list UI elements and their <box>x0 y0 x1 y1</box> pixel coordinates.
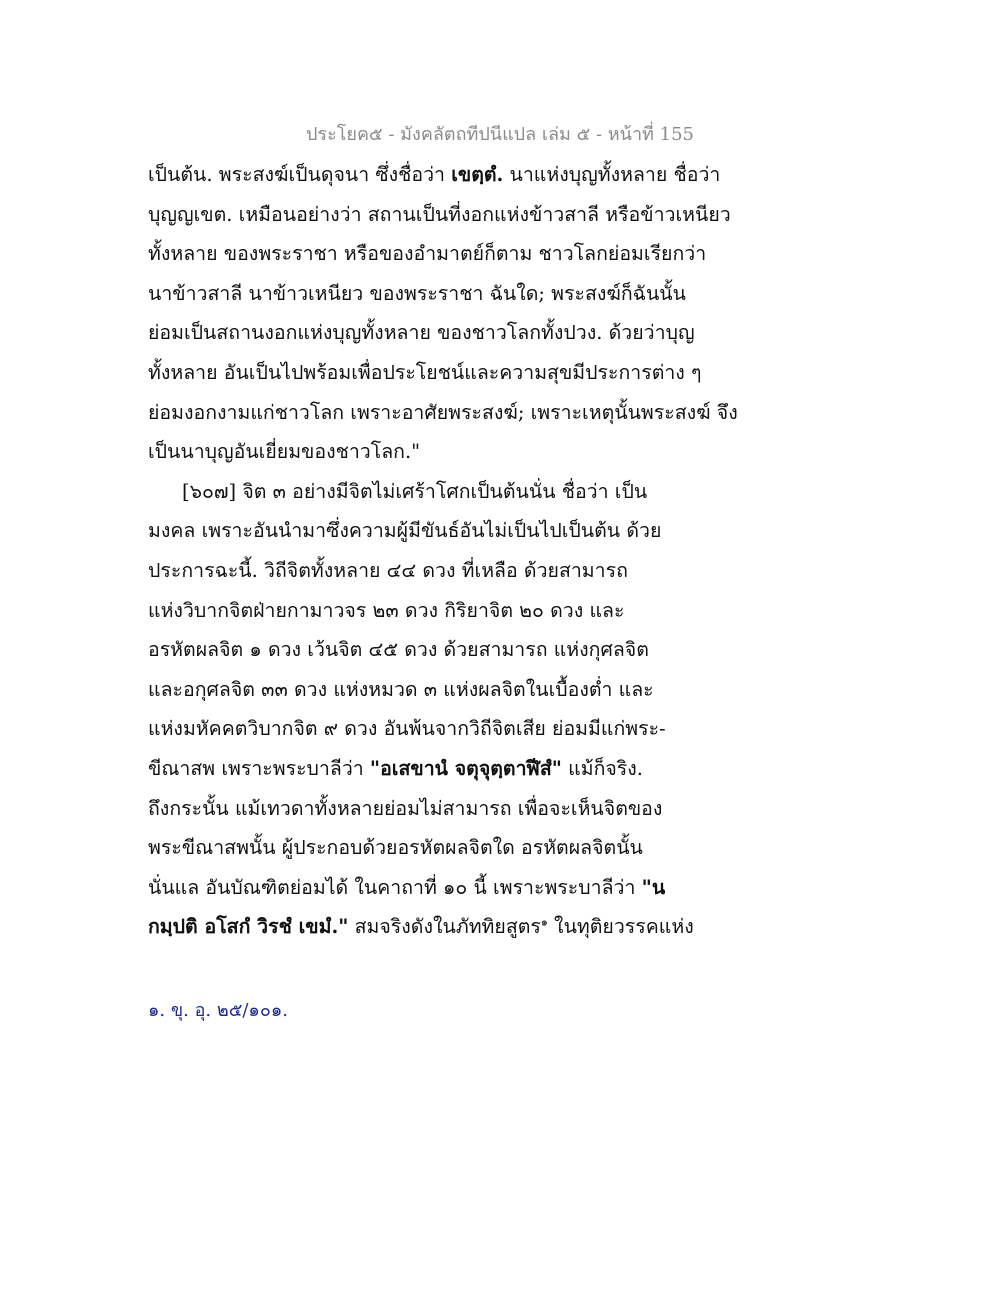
body-line <box>148 274 748 314</box>
body-line <box>148 907 748 947</box>
body-line <box>148 630 748 670</box>
body-line <box>148 353 748 393</box>
text-run: ทั้งหลาย อันเป็นไปพร้อมเพื่อประโยชน์และความสุขมีประการต่าง ๆ <box>148 360 702 384</box>
footnote-marker: ๑ <box>540 915 548 929</box>
body-line <box>148 234 748 274</box>
paragraph-start-line <box>148 472 748 512</box>
body-line <box>148 709 748 749</box>
text-run: ย่อมเป็นสถานงอกแห่งบุญทั้งหลาย ของชาวโลกทั้งปวง. ด้วยว่าบุญ <box>148 321 695 345</box>
pali-quote: "น <box>641 875 666 899</box>
body-line <box>148 195 748 235</box>
text-run: ย่อมงอกงามแก่ชาวโลก เพราะอาศัยพระสงฆ์; เพราะเหตุนั้นพระสงฆ์ จึง <box>148 400 738 424</box>
pali-quote: "อเสขานํ จตุจุตฺตาฬีสํ" <box>369 756 562 780</box>
body-line <box>148 670 748 710</box>
text-run: ในทุติยวรรคแห่ง <box>547 915 694 939</box>
text-run: นาข้าวสาลี นาข้าวเหนียว ของพระราชา ฉันใด; พระสงฆ์ก็ฉันนั้น <box>148 281 686 305</box>
text-run: มงคล เพราะอันนำมาซึ่งความผู้มีขันธ์อันไม่เป็นไปเป็นต้น ด้วย <box>148 519 662 543</box>
body-line <box>148 551 748 591</box>
text-run: สมจริงดังในภัททิยสูตร <box>348 915 541 939</box>
body-line <box>148 749 748 789</box>
body-text <box>148 155 748 947</box>
text-run: นาแห่งบุญทั้งหลาย ชื่อว่า <box>503 163 721 186</box>
pali-term: เขตฺตํ. <box>451 163 504 186</box>
text-run: ถึงกระนั้น แม้เทวดาทั้งหลายย่อมไม่สามารถ เพื่อจะเห็นจิตของ <box>148 796 663 820</box>
text-run: [๖๐๗] จิต ๓ อย่างมีจิตไม่เศร้าโศกเป็นต้นนั่น ชื่อว่า เป็น <box>182 479 648 503</box>
body-line <box>148 393 748 433</box>
page-header: ประโยค๕ - มังคลัตถทีปนีแปล เล่ม ๕ - หน้าที่ 155 <box>306 124 694 145</box>
text-run: เป็นนาบุญอันเยี่ยมของชาวโลก." <box>148 440 421 464</box>
text-run: ทั้งหลาย ของพระราชา หรือของอำมาตย์ก็ตาม ชาวโลกย่อมเรียกว่า <box>148 242 707 266</box>
text-run: ประการฉะนี้. วิถีจิตทั้งหลาย ๔๔ ดวง ที่เหลือ ด้วยสามารถ <box>148 558 628 582</box>
text-run: บุญญเขต. เหมือนอย่างว่า สถานเป็นที่งอกแห่งข้าวสาลี หรือข้าวเหนียว <box>148 202 731 226</box>
text-run: แห่งวิบากจิตฝ่ายกามาวจร ๒๓ ดวง กิริยาจิต ๒๐ ดวง และ <box>148 598 625 622</box>
text-run: แม้ก็จริง. <box>561 756 643 780</box>
body-line <box>148 591 748 631</box>
body-line <box>148 868 748 908</box>
text-run: แห่งมหัคคตวิบากจิต ๙ ดวง อันพ้นจากวิถีจิตเสีย ย่อมมีแก่พระ- <box>148 717 666 741</box>
text-run: อรหัตผลจิต ๑ ดวง เว้นจิต ๔๕ ดวง ด้วยสามารถ แห่งกุศลจิต <box>148 638 649 662</box>
body-line <box>148 789 748 829</box>
body-line <box>148 313 748 353</box>
footnote: ๑. ขุ. อุ. ๒๕/๑๐๑. <box>148 1000 288 1021</box>
body-line <box>148 511 748 551</box>
text-run: นั่นแล อันบัณฑิตย่อมได้ ในคาถาที่ ๑๐ นี้ เพราะพระบาลีว่า <box>148 875 642 899</box>
text-run: และอกุศลจิต ๓๓ ดวง แห่งหมวด ๓ แห่งผลจิตในเบื้องต่ำ และ <box>148 677 654 701</box>
body-line <box>148 432 748 472</box>
body-line <box>148 828 748 868</box>
text-run: พระขีณาสพนั้น ผู้ประกอบด้วยอรหัตผลจิตใด อรหัตผลจิตนั้น <box>148 836 643 860</box>
text-run: เป็นต้น. พระสงฆ์เป็นดุจนา ซึ่งชื่อว่า <box>148 163 452 186</box>
body-line <box>148 155 748 195</box>
text-run: ขีณาสพ เพราะพระบาลีว่า <box>148 756 370 780</box>
pali-quote: กมฺปติ อโสกํ วิรชํ เขมํ." <box>148 915 349 939</box>
